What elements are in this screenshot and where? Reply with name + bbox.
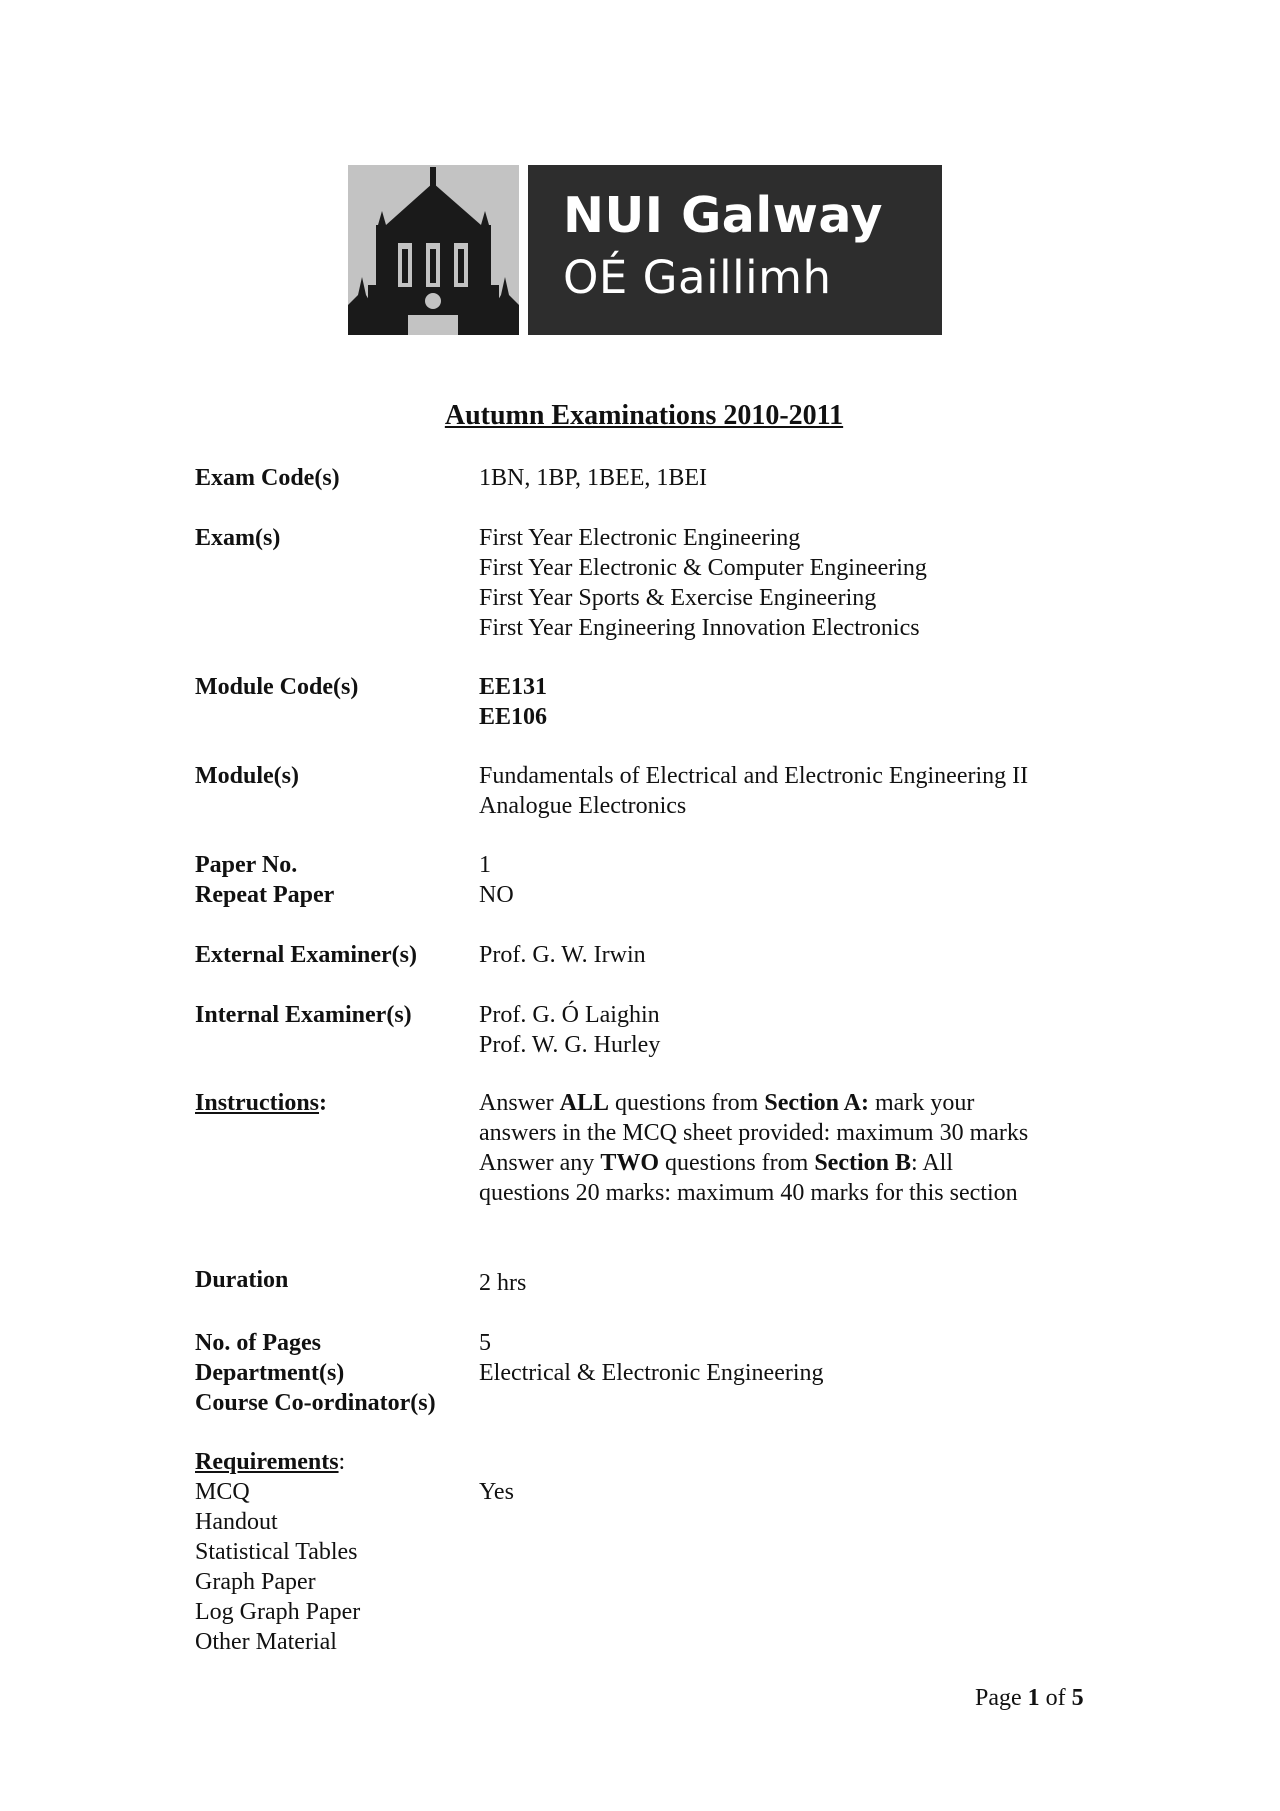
instructions-heading: Instructions: [195, 1090, 320, 1116]
exam-codes-label: Exam Code(s): [195, 465, 340, 491]
exams-label: Exam(s): [195, 525, 281, 551]
module-code-item: EE106: [479, 704, 548, 730]
internal-examiner-item: Prof. G. Ó Laighin: [479, 1002, 660, 1028]
requirement-label: Handout: [195, 1509, 278, 1535]
requirement-label: Statistical Tables: [195, 1539, 358, 1565]
instructions-emphasis: Section A:: [764, 1090, 870, 1116]
instructions-text-part: : All: [911, 1150, 954, 1176]
logo-line-irish: OÉ Gaillimh: [563, 251, 832, 304]
modules-values: [479, 761, 1028, 821]
departments-label: Department(s): [195, 1360, 345, 1386]
page-title: Autumn Examinations 2010-2011: [444, 400, 844, 431]
duration-label: Duration: [195, 1267, 289, 1293]
internal-examiner-item: Prof. W. G. Hurley: [479, 1032, 661, 1058]
logo-wordmark: [528, 165, 942, 335]
course-coordinators-label: Course Co-ordinator(s): [195, 1390, 436, 1416]
instructions-emphasis: Section B: [814, 1150, 911, 1176]
instructions-line-2: answers in the MCQ sheet provided: maximum 30 marks: [479, 1120, 1029, 1146]
requirements-label: [195, 1447, 475, 1477]
requirements-colon: :: [338, 1449, 346, 1475]
requirements-heading: Requirements: [195, 1449, 339, 1475]
module-code-item: EE131: [479, 674, 548, 700]
internal-examiners-label: Internal Examiner(s): [195, 1002, 412, 1028]
instructions-text-part: Answer: [479, 1090, 560, 1116]
university-logo: [348, 165, 942, 335]
building-tower-icon: [348, 165, 519, 335]
internal-examiners-values: [479, 1000, 660, 1060]
instructions-text-part: questions from: [609, 1090, 765, 1116]
no-of-pages-value: 5: [479, 1330, 491, 1356]
instructions-emphasis: ALL: [559, 1090, 610, 1116]
page-of: of: [1039, 1685, 1072, 1711]
module-codes-values: [479, 672, 547, 732]
exams-values: [479, 523, 927, 643]
no-of-pages-label: No. of Pages: [195, 1330, 321, 1356]
exam-item: First Year Sports & Exercise Engineering: [479, 585, 877, 611]
repeat-paper-label: Repeat Paper: [195, 882, 335, 908]
page-total: 5: [1071, 1685, 1084, 1711]
page-prefix: Page: [975, 1685, 1028, 1711]
instructions-label: [195, 1088, 475, 1118]
page-number: [975, 1685, 1084, 1712]
module-item: Analogue Electronics: [479, 793, 687, 819]
instructions-line-4: questions 20 marks: maximum 40 marks for this section: [479, 1180, 1018, 1206]
requirement-value: Yes: [479, 1479, 514, 1505]
module-item: Fundamentals of Electrical and Electronic Engineering II: [479, 763, 1029, 789]
instructions-text: [479, 1088, 1028, 1208]
requirement-label: Graph Paper: [195, 1569, 316, 1595]
modules-label: Module(s): [195, 763, 299, 789]
exam-item: First Year Electronic & Computer Engineering: [479, 555, 927, 581]
logo-line-english: NUI Galway: [563, 187, 883, 244]
paper-no-value: 1: [479, 852, 491, 878]
instructions-emphasis: TWO: [600, 1150, 659, 1176]
requirement-label: MCQ: [195, 1479, 250, 1505]
instructions-line-1: [479, 1088, 1028, 1118]
exam-item: First Year Electronic Engineering: [479, 525, 801, 551]
instructions-text-part: questions from: [659, 1150, 815, 1176]
instructions-colon: :: [319, 1090, 328, 1116]
instructions-text-part: mark your: [869, 1090, 975, 1116]
external-examiners-label: External Examiner(s): [195, 942, 417, 968]
instructions-line-3: [479, 1148, 1028, 1178]
external-examiners-value: Prof. G. W. Irwin: [479, 942, 646, 968]
repeat-paper-value: NO: [479, 882, 514, 908]
departments-value: Electrical & Electronic Engineering: [479, 1360, 824, 1386]
instructions-text-part: Answer any: [479, 1150, 601, 1176]
requirement-label: Log Graph Paper: [195, 1599, 361, 1625]
paper-no-label: Paper No.: [195, 852, 298, 878]
page-current: 1: [1027, 1685, 1040, 1711]
duration-value: 2 hrs: [479, 1270, 527, 1296]
exam-codes-value: 1BN, 1BP, 1BEE, 1BEI: [479, 465, 708, 491]
exam-item: First Year Engineering Innovation Electronics: [479, 615, 920, 641]
module-codes-label: Module Code(s): [195, 674, 359, 700]
requirement-label: Other Material: [195, 1629, 337, 1655]
